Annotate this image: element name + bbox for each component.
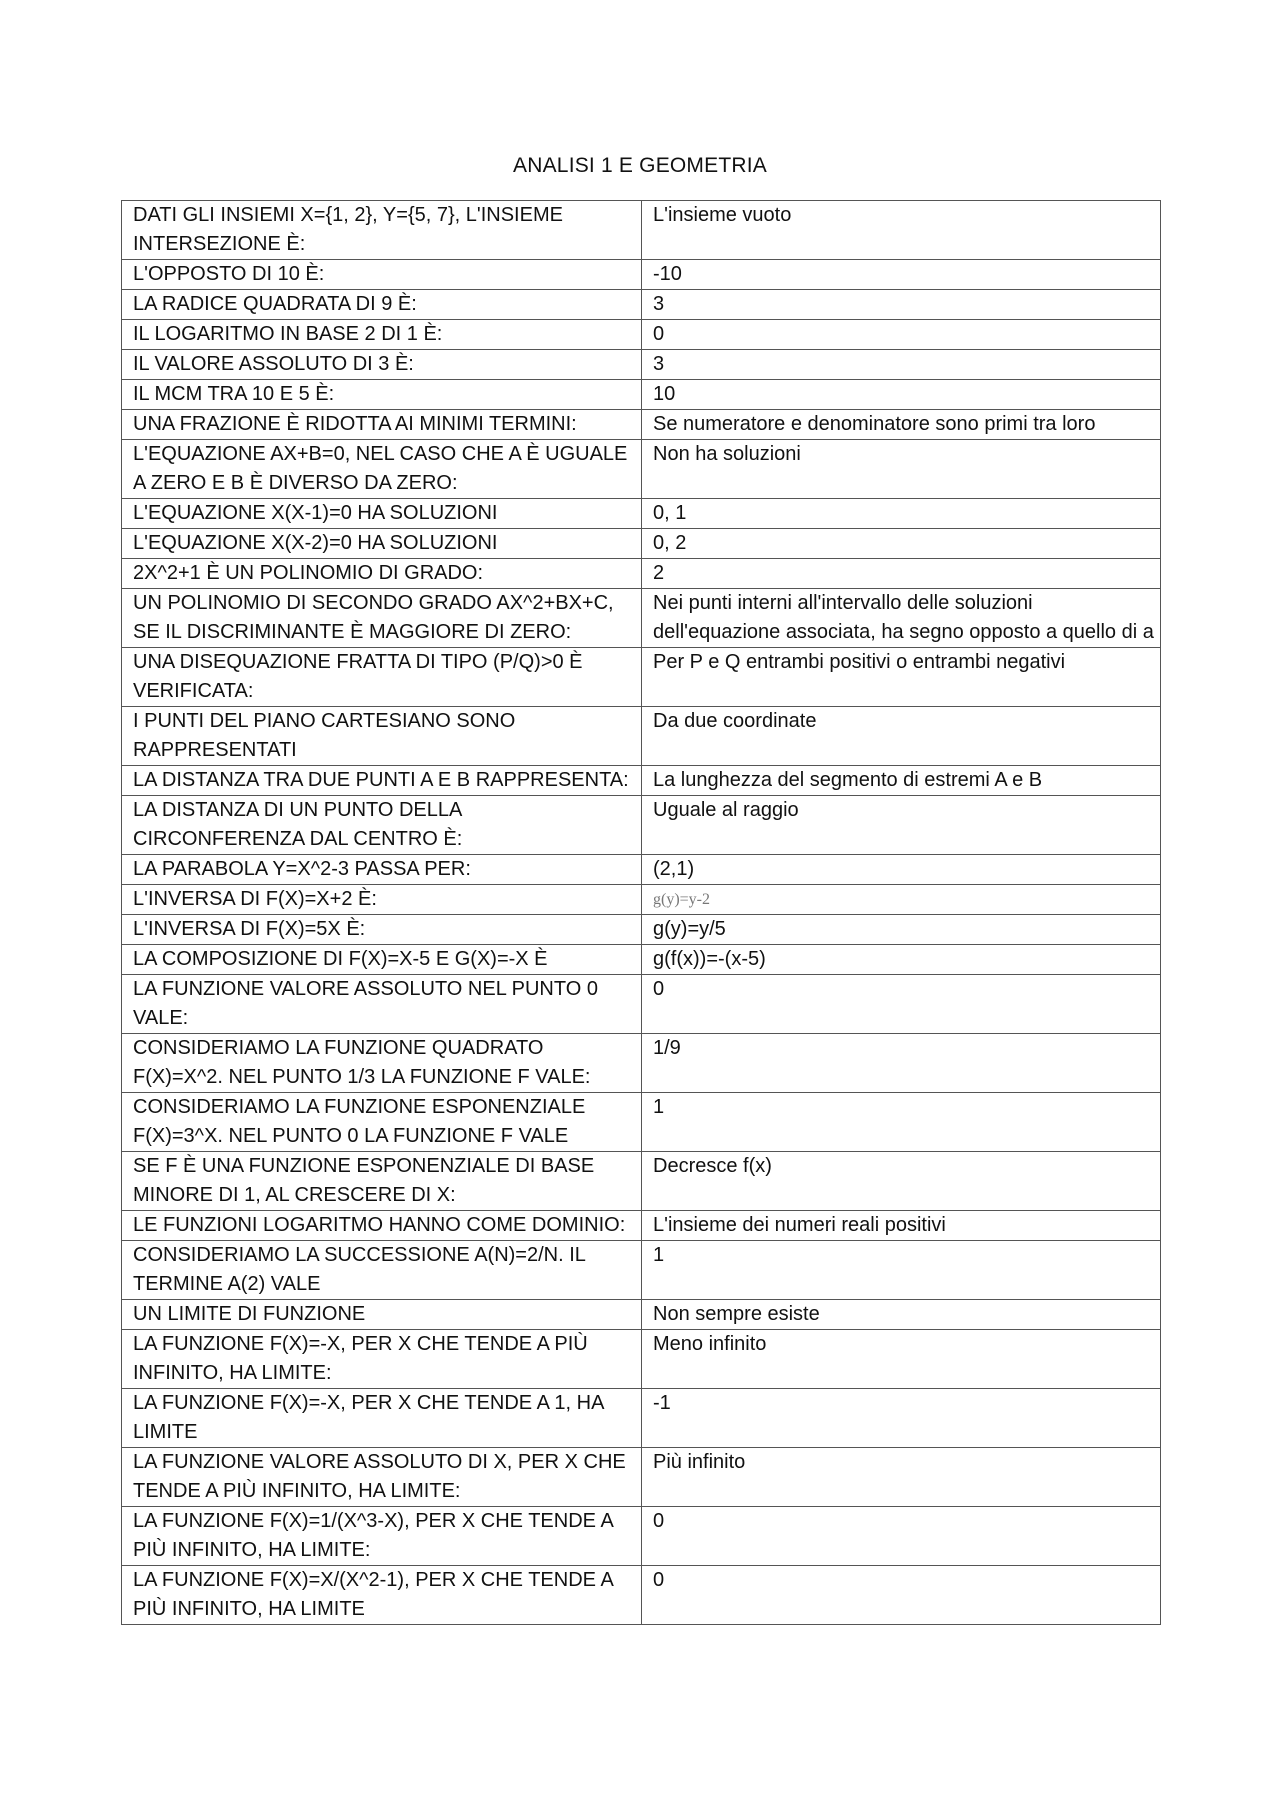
question-cell: DATI GLI INSIEMI X={1, 2}, Y={5, 7}, L'INSIEME INTERSEZIONE È: xyxy=(122,201,642,260)
table-row xyxy=(122,499,1161,529)
answer-cell: Non sempre esiste xyxy=(642,1300,1161,1330)
table-row xyxy=(122,1034,1161,1093)
answer-cell: Da due coordinate xyxy=(642,707,1161,766)
question-cell: IL VALORE ASSOLUTO DI 3 È: xyxy=(122,350,642,380)
question-cell: UNA FRAZIONE È RIDOTTA AI MINIMI TERMINI: xyxy=(122,410,642,440)
table-row xyxy=(122,440,1161,499)
question-cell: I PUNTI DEL PIANO CARTESIANO SONO RAPPRESENTATI xyxy=(122,707,642,766)
answer-cell: 0, 2 xyxy=(642,529,1161,559)
question-cell: 2X^2+1 È UN POLINOMIO DI GRADO: xyxy=(122,559,642,589)
answer-cell: g(y)=y/5 xyxy=(642,915,1161,945)
question-cell: L'OPPOSTO DI 10 È: xyxy=(122,260,642,290)
table-row xyxy=(122,707,1161,766)
table-row xyxy=(122,1093,1161,1152)
answer-cell: L'insieme dei numeri reali positivi xyxy=(642,1211,1161,1241)
answer-cell: L'insieme vuoto xyxy=(642,201,1161,260)
question-cell: LA PARABOLA Y=X^2-3 PASSA PER: xyxy=(122,855,642,885)
answer-cell: 2 xyxy=(642,559,1161,589)
answer-cell: 0 xyxy=(642,1507,1161,1566)
answer-cell: Decresce f(x) xyxy=(642,1152,1161,1211)
table-row xyxy=(122,648,1161,707)
table-row xyxy=(122,796,1161,855)
question-cell: L'EQUAZIONE X(X-1)=0 HA SOLUZIONI xyxy=(122,499,642,529)
answer-cell: -10 xyxy=(642,260,1161,290)
answer-cell: Nei punti interni all'intervallo delle soluzioni dell'equazione associata, ha segno opposto a quello di a xyxy=(642,589,1161,648)
question-cell: LA FUNZIONE F(X)=-X, PER X CHE TENDE A 1, HA LIMITE xyxy=(122,1389,642,1448)
table-row xyxy=(122,1566,1161,1625)
answer-cell: Non ha soluzioni xyxy=(642,440,1161,499)
table-row xyxy=(122,380,1161,410)
table-row xyxy=(122,915,1161,945)
table-row xyxy=(122,290,1161,320)
answer-cell: 3 xyxy=(642,290,1161,320)
question-cell: UNA DISEQUAZIONE FRATTA DI TIPO (P/Q)>0 È VERIFICATA: xyxy=(122,648,642,707)
table-row xyxy=(122,1241,1161,1300)
answer-cell: 0 xyxy=(642,975,1161,1034)
answer-cell: Se numeratore e denominatore sono primi tra loro xyxy=(642,410,1161,440)
answer-cell: g(f(x))=-(x-5) xyxy=(642,945,1161,975)
table-row xyxy=(122,1152,1161,1211)
question-cell: LA COMPOSIZIONE DI F(X)=X-5 E G(X)=-X È xyxy=(122,945,642,975)
question-cell: SE F È UNA FUNZIONE ESPONENZIALE DI BASE MINORE DI 1, AL CRESCERE DI X: xyxy=(122,1152,642,1211)
question-cell: CONSIDERIAMO LA FUNZIONE ESPONENZIALE F(X)=3^X. NEL PUNTO 0 LA FUNZIONE F VALE xyxy=(122,1093,642,1152)
table-row xyxy=(122,350,1161,380)
answer-cell: 10 xyxy=(642,380,1161,410)
answer-cell: Più infinito xyxy=(642,1448,1161,1507)
document-title: ANALISI 1 E GEOMETRIA xyxy=(513,154,767,177)
table-row xyxy=(122,410,1161,440)
table-row xyxy=(122,320,1161,350)
table-row xyxy=(122,529,1161,559)
table-row xyxy=(122,1448,1161,1507)
question-cell: LE FUNZIONI LOGARITMO HANNO COME DOMINIO: xyxy=(122,1211,642,1241)
table-row xyxy=(122,1300,1161,1330)
table-row xyxy=(122,1211,1161,1241)
table-row xyxy=(122,1389,1161,1448)
question-cell: CONSIDERIAMO LA SUCCESSIONE A(N)=2/N. IL TERMINE A(2) VALE xyxy=(122,1241,642,1300)
qa-table xyxy=(121,200,1161,1625)
question-cell: UN LIMITE DI FUNZIONE xyxy=(122,1300,642,1330)
question-cell: L'EQUAZIONE AX+B=0, NEL CASO CHE A È UGUALE A ZERO E B È DIVERSO DA ZERO: xyxy=(122,440,642,499)
answer-cell: -1 xyxy=(642,1389,1161,1448)
answer-cell: 0 xyxy=(642,1566,1161,1625)
question-cell: L'EQUAZIONE X(X-2)=0 HA SOLUZIONI xyxy=(122,529,642,559)
question-cell: LA RADICE QUADRATA DI 9 È: xyxy=(122,290,642,320)
table-row xyxy=(122,589,1161,648)
table-row xyxy=(122,260,1161,290)
table-row xyxy=(122,855,1161,885)
question-cell: IL MCM TRA 10 E 5 È: xyxy=(122,380,642,410)
table-row xyxy=(122,885,1161,915)
question-cell: IL LOGARITMO IN BASE 2 DI 1 È: xyxy=(122,320,642,350)
table-row xyxy=(122,201,1161,260)
question-cell: UN POLINOMIO DI SECONDO GRADO AX^2+BX+C, SE IL DISCRIMINANTE È MAGGIORE DI ZERO: xyxy=(122,589,642,648)
answer-cell: (2,1) xyxy=(642,855,1161,885)
answer-cell: 1/9 xyxy=(642,1034,1161,1093)
answer-cell: 0, 1 xyxy=(642,499,1161,529)
answer-cell: Meno infinito xyxy=(642,1330,1161,1389)
table-row xyxy=(122,1507,1161,1566)
answer-cell: 0 xyxy=(642,320,1161,350)
table-row xyxy=(122,766,1161,796)
answer-cell: La lunghezza del segmento di estremi A e B xyxy=(642,766,1161,796)
question-cell: L'INVERSA DI F(X)=5X È: xyxy=(122,915,642,945)
table-row xyxy=(122,559,1161,589)
table-row xyxy=(122,1330,1161,1389)
answer-cell: Per P e Q entrambi positivi o entrambi negativi xyxy=(642,648,1161,707)
answer-cell: Uguale al raggio xyxy=(642,796,1161,855)
answer-cell: g(y)=y-2 xyxy=(642,885,1161,915)
question-cell: CONSIDERIAMO LA FUNZIONE QUADRATO F(X)=X^2. NEL PUNTO 1/3 LA FUNZIONE F VALE: xyxy=(122,1034,642,1093)
answer-cell: 1 xyxy=(642,1093,1161,1152)
question-cell: LA DISTANZA DI UN PUNTO DELLA CIRCONFERENZA DAL CENTRO È: xyxy=(122,796,642,855)
answer-cell: 1 xyxy=(642,1241,1161,1300)
question-cell: LA FUNZIONE VALORE ASSOLUTO NEL PUNTO 0 VALE: xyxy=(122,975,642,1034)
question-cell: LA FUNZIONE F(X)=1/(X^3-X), PER X CHE TENDE A PIÙ INFINITO, HA LIMITE: xyxy=(122,1507,642,1566)
question-cell: LA FUNZIONE F(X)=X/(X^2-1), PER X CHE TENDE A PIÙ INFINITO, HA LIMITE xyxy=(122,1566,642,1625)
question-cell: L'INVERSA DI F(X)=X+2 È: xyxy=(122,885,642,915)
question-cell: LA FUNZIONE F(X)=-X, PER X CHE TENDE A PIÙ INFINITO, HA LIMITE: xyxy=(122,1330,642,1389)
question-cell: LA DISTANZA TRA DUE PUNTI A E B RAPPRESENTA: xyxy=(122,766,642,796)
question-cell: LA FUNZIONE VALORE ASSOLUTO DI X, PER X CHE TENDE A PIÙ INFINITO, HA LIMITE: xyxy=(122,1448,642,1507)
table-row xyxy=(122,945,1161,975)
answer-cell: 3 xyxy=(642,350,1161,380)
table-row xyxy=(122,975,1161,1034)
